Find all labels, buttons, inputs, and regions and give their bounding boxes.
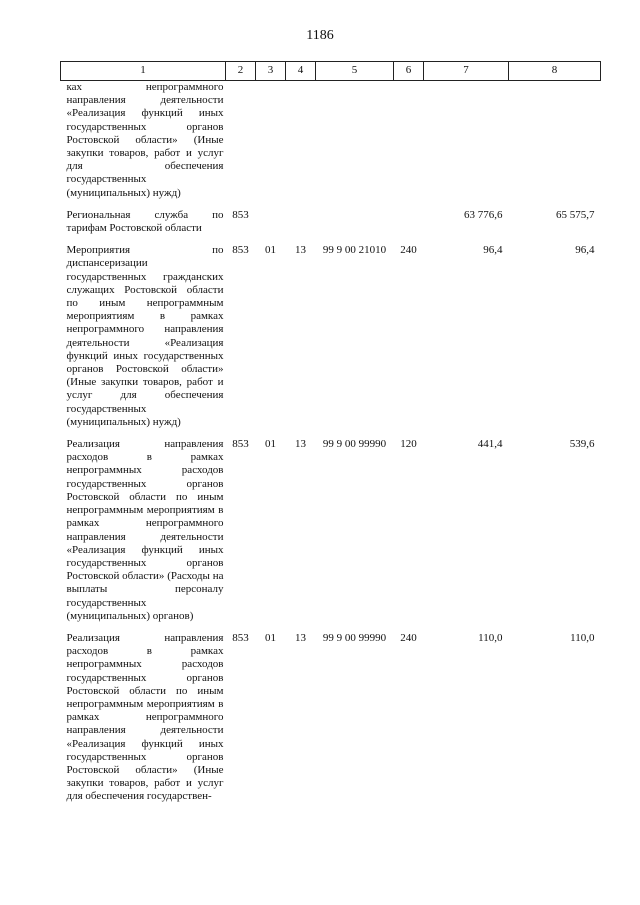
row-col-6: 120 [400,438,417,451]
table-row [61,438,601,632]
header-col-1: 1 [61,62,226,81]
row-col-6: 240 [400,631,417,644]
header-row [61,62,601,81]
row-col-7: 441,4 [477,438,503,451]
row-col-5 [316,209,394,244]
header-col-7: 7 [424,62,509,81]
row-col-7: 110,0 [478,631,503,644]
row-col-5: 99 9 00 21010 [322,244,387,257]
row-col-5: 99 9 00 99990 [322,438,387,451]
row-col-6 [394,209,424,244]
table-body [61,81,601,813]
header-col-5: 5 [316,62,394,81]
row-description: Реализация направления расходов в рамках непрограммных расходов государственных органов Ростовской области по иным непрограммным мероприятиям в рамках непрограммного направления деятельности «Реализация функций иных государственных органов Ростовской области» (Расходы на выплаты персоналу государственных (муниципальных) органов) [66,438,224,622]
row-description: Региональная служба по тарифам Ростовской области [66,208,224,235]
row-description: ках непрограммного направления деятельности «Реализация функций иных государственных органов Ростовской области» (Иные закупки товаров, работ и услуг для обеспечения государственных (муниципальных) нужд) [66,81,224,199]
row-col-2: 853 [232,244,249,257]
row-col-7: 96,4 [483,244,503,257]
row-col-2: 853 [232,208,249,221]
row-col-3: 01 [265,438,276,451]
table-row [61,632,601,813]
header-col-2: 2 [226,62,256,81]
row-description: Реализация направления расходов в рамках непрограммных расходов государственных органов Ростовской области по иным непрограммным мероприятиям в рамках непрограммного направления деятельности «Реализация функций иных государственных органов Ростовской области» (Иные закупки товаров, работ и услуг для обеспечения государствен- [66,631,224,803]
row-col-2: 853 [232,438,249,451]
row-col-2 [226,81,256,209]
row-col-3 [256,81,286,209]
row-col-8: 110,0 [570,631,595,644]
row-col-8: 539,6 [569,438,595,451]
table-header [61,62,601,81]
row-col-8: 65 575,7 [556,208,595,221]
row-col-6 [394,81,424,209]
row-col-4 [286,209,316,244]
row-description: Мероприятия по диспансеризации государственных гражданских служащих Ростовской области по иным непрограммным мероприятиям в рамках непрограммного направления деятельности «Реализация функций иных государственных органов Ростовской области» (Иные закупки товаров, работ и услуг для обеспечения государственных (муниципальных) нужд) [66,244,224,428]
row-col-6: 240 [400,244,417,257]
row-col-3 [256,209,286,244]
row-col-5 [316,81,394,209]
row-col-7 [424,81,509,209]
table-row [61,209,601,244]
row-col-8: 96,4 [575,244,595,257]
row-col-3: 01 [265,631,276,644]
row-col-3: 01 [265,244,276,257]
table-row [61,81,601,209]
row-col-2: 853 [232,631,249,644]
row-col-4: 13 [295,631,306,644]
row-col-4: 13 [295,244,306,257]
row-col-5: 99 9 00 99990 [322,631,387,644]
header-col-8: 8 [509,62,601,81]
row-col-4 [286,81,316,209]
row-col-8 [509,81,601,209]
row-col-7: 63 776,6 [464,208,503,221]
header-col-3: 3 [256,62,286,81]
page-number: 1186 [306,28,334,43]
row-col-4: 13 [295,438,306,451]
table-row [61,244,601,438]
header-col-6: 6 [394,62,424,81]
budget-table [60,61,601,813]
header-col-4: 4 [286,62,316,81]
